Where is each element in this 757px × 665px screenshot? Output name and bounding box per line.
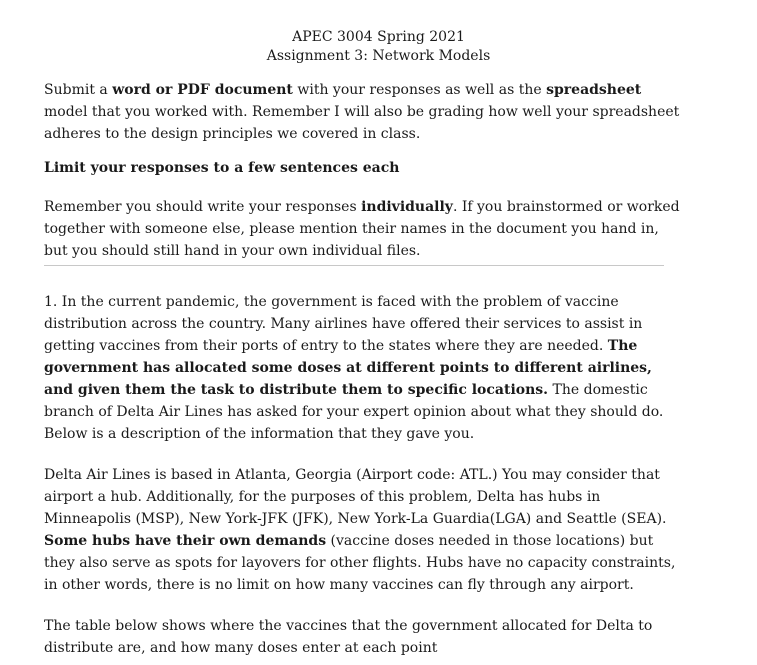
delta-description: Delta Air Lines is based in Atlanta, Georgia (Airport code: ATL.) You may consider that airport a hub. Additionally, for the purposes of this problem, Delta has hubs in Minneapolis (MSP), New York-JFK (JFK), New York-La Guardia(LGA) and Seattle (SEA). Some hubs have their own demands (vaccine doses needed in those locations) but they also serve as spots for layovers for other flights. Hubs have no capacity constraints, in other words, there is no limit on how many vaccines can fly through any airport. [44, 467, 676, 593]
submit-emphasis-spreadsheet: spreadsheet [546, 82, 642, 98]
question-1: 1. In the current pandemic, the government is faced with the problem of vaccine distribution across the country. Many airlines have offered their services to assist in getting vaccines from their ports of entry to the states where they are needed. The government has allocated some doses at different points to different airlines, and given them the task to distribute them to specific locations. The domestic branch of Delta Air Lines has asked for your expert opinion about what they should do. Below is a description of the information that they gave you. [44, 294, 664, 442]
limit-instruction: Limit your responses to a few sentences each [44, 160, 400, 176]
submit-instructions: Submit a word or PDF document with your responses as well as the spreadsheet model that you worked with. Remember I will also be grading how well your spreadsheet adheres to the design principles we covered in class. [44, 82, 680, 142]
individual-instructions: Remember you should write your responses individually. If you brainstormed or worked together with someone else, please mention their names in the document you hand in, but you should still hand in your own individual files. [44, 199, 680, 259]
horizontal-divider [44, 265, 664, 266]
submit-emphasis-document: word or PDF document [112, 82, 293, 98]
document-header [0, 28, 757, 66]
assignment-title: Assignment 3: Network Models [266, 48, 491, 64]
delta-emphasis: Some hubs have their own demands [44, 533, 327, 549]
individual-emphasis: individually [361, 199, 453, 215]
table-intro: The table below shows where the vaccines that the government allocated for Delta to distribute are, and how many doses enter at each point [44, 618, 653, 656]
course-title: APEC 3004 Spring 2021 [292, 29, 465, 45]
question-1-emphasis: The government has allocated some doses at different points to different airlines, and given them the task to distribute them to specific locations. [44, 338, 652, 398]
